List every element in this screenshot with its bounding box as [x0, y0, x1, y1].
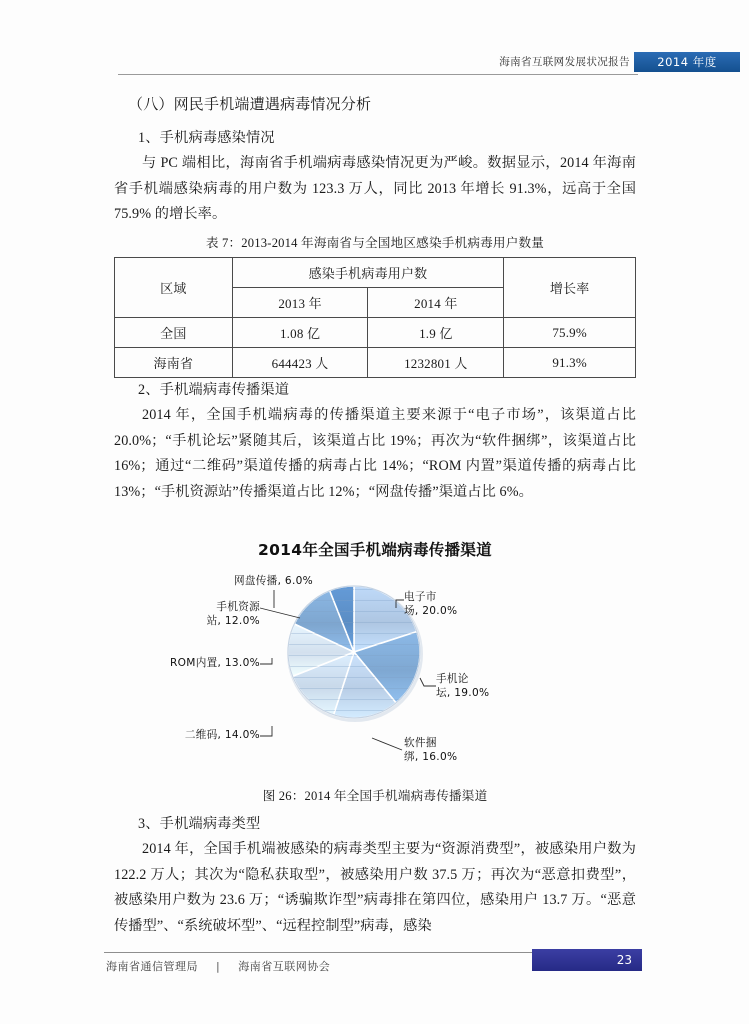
- cell-2013: 1.08 亿: [232, 318, 368, 348]
- page-header: [0, 52, 749, 78]
- pie-leader-line: [372, 738, 402, 750]
- th-region: 区域: [115, 258, 233, 318]
- pie-label-line: 绑, 16.0%: [404, 751, 458, 763]
- th-growth-rate: 增长率: [504, 258, 636, 318]
- cell-region: 全国: [115, 318, 233, 348]
- page-title: （八）网民手机端遭遇病毒情况分析: [128, 97, 372, 113]
- pie-leader-line: [260, 726, 272, 736]
- virus-user-table: [114, 257, 636, 378]
- table-block: [114, 232, 636, 378]
- table-header-row: [115, 258, 636, 288]
- figure-caption: 图 26：2014 年全国手机端病毒传播渠道: [262, 789, 488, 803]
- pie-label-line: 站, 12.0%: [206, 615, 260, 627]
- chart-block: [114, 536, 636, 806]
- pie-label-dianzi-shichang: [404, 590, 457, 618]
- paragraph-1: 与 PC 端相比，海南省手机端病毒感染情况更为严峻。数据显示，2014 年海南省手机端感染病毒的用户数为 123.3 万人，同比 2013 年增长 91.3%，远高于全国 75.9% 的增长率。: [114, 155, 636, 222]
- pie-label-line: 软件捆: [404, 737, 437, 749]
- footer-divider: [104, 952, 532, 953]
- header-report-title: 海南省互联网发展状况报告: [499, 56, 630, 68]
- pie-label-line: 网盘传播, 6.0%: [234, 575, 314, 587]
- th-year-2014: 2014 年: [368, 288, 504, 318]
- pie-label-line: ROM内置, 13.0%: [169, 657, 260, 669]
- cell-growth: 91.3%: [504, 348, 636, 378]
- header-divider: [118, 74, 638, 75]
- cell-2013: 644423 人: [232, 348, 368, 378]
- section-virustype-block: [114, 812, 636, 939]
- pie-chart: [114, 568, 636, 783]
- pie-label-line: 二维码, 14.0%: [184, 729, 260, 741]
- table-row: [115, 318, 636, 348]
- cell-2014: 1232801 人: [368, 348, 504, 378]
- pie-label-line: 手机资源: [216, 601, 260, 613]
- chart-title: 2014年全国手机端病毒传播渠道: [258, 541, 492, 559]
- pie-label-line: 坛, 19.0%: [436, 687, 490, 699]
- pie-leader-line: [260, 658, 272, 664]
- footer-separator: |: [216, 960, 221, 973]
- th-year-2013: 2013 年: [232, 288, 368, 318]
- cell-growth: 75.9%: [504, 318, 636, 348]
- footer-org-right: 海南省互联网协会: [238, 960, 331, 973]
- pie-leader-line: [420, 678, 436, 686]
- subheading-1: 1、手机病毒感染情况: [138, 130, 275, 146]
- subheading-3: 3、手机端病毒类型: [138, 816, 261, 832]
- pie-label-rom: [114, 656, 260, 670]
- pie-label-shouji-luntan: [436, 672, 489, 700]
- paragraph-2: 2014 年，全国手机端病毒的传播渠道主要来源于“电子市场”，该渠道占比 20.0%；“手机论坛”紧随其后，该渠道占比 19%；再次为“软件捆绑”，该渠道占比 16%；通过“二维码”渠道传播的病毒占比 14%；“ROM 内置”渠道传播的病毒占比 13%；“手机资源站”传播渠道占比 12%；“网盘传播”渠道占比 6%。: [114, 407, 636, 500]
- pie-label-wangpan: [234, 574, 313, 588]
- pie-label-line: 场, 20.0%: [404, 605, 458, 617]
- table-row: [115, 348, 636, 378]
- pie-label-line: 手机论: [436, 673, 469, 685]
- cell-region: 海南省: [115, 348, 233, 378]
- section-channel-block: [114, 378, 636, 505]
- footer-organizations: [106, 958, 330, 974]
- th-infected-users: 感染手机病毒用户数: [232, 258, 504, 288]
- pie-label-ruanjian-kunbang: [404, 736, 457, 764]
- paragraph-3: 2014 年，全国手机端被感染的病毒类型主要为“资源消费型”，被感染用户数为 122.2 万人；其次为“隐私获取型”，被感染用户数 37.5 万；再次为“恶意扣费型”，被感染用户数为 23.6 万；“诱骗欺诈型”病毒排在第四位，感染用户 13.7 万。“恶意传播型”、“系统破坏型”、“远程控制型”病毒，感染: [114, 841, 636, 934]
- table-caption: 表 7：2013-2014 年海南省与全国地区感染手机病毒用户数量: [205, 236, 545, 250]
- pie-label-erweima: [134, 728, 260, 742]
- page-number: 23: [616, 953, 632, 967]
- footer-org-left: 海南省通信管理局: [106, 960, 198, 973]
- subheading-2: 2、手机端病毒传播渠道: [138, 382, 290, 398]
- page-footer: [0, 952, 749, 982]
- section-intro-block: [114, 92, 636, 228]
- cell-2014: 1.9 亿: [368, 318, 504, 348]
- pie-leader-line: [260, 608, 300, 618]
- pie-label-line: 电子市: [404, 591, 437, 603]
- pie-label-shouji-ziyuanzhan: [132, 600, 260, 628]
- header-year-badge: 2014 年度: [634, 52, 740, 72]
